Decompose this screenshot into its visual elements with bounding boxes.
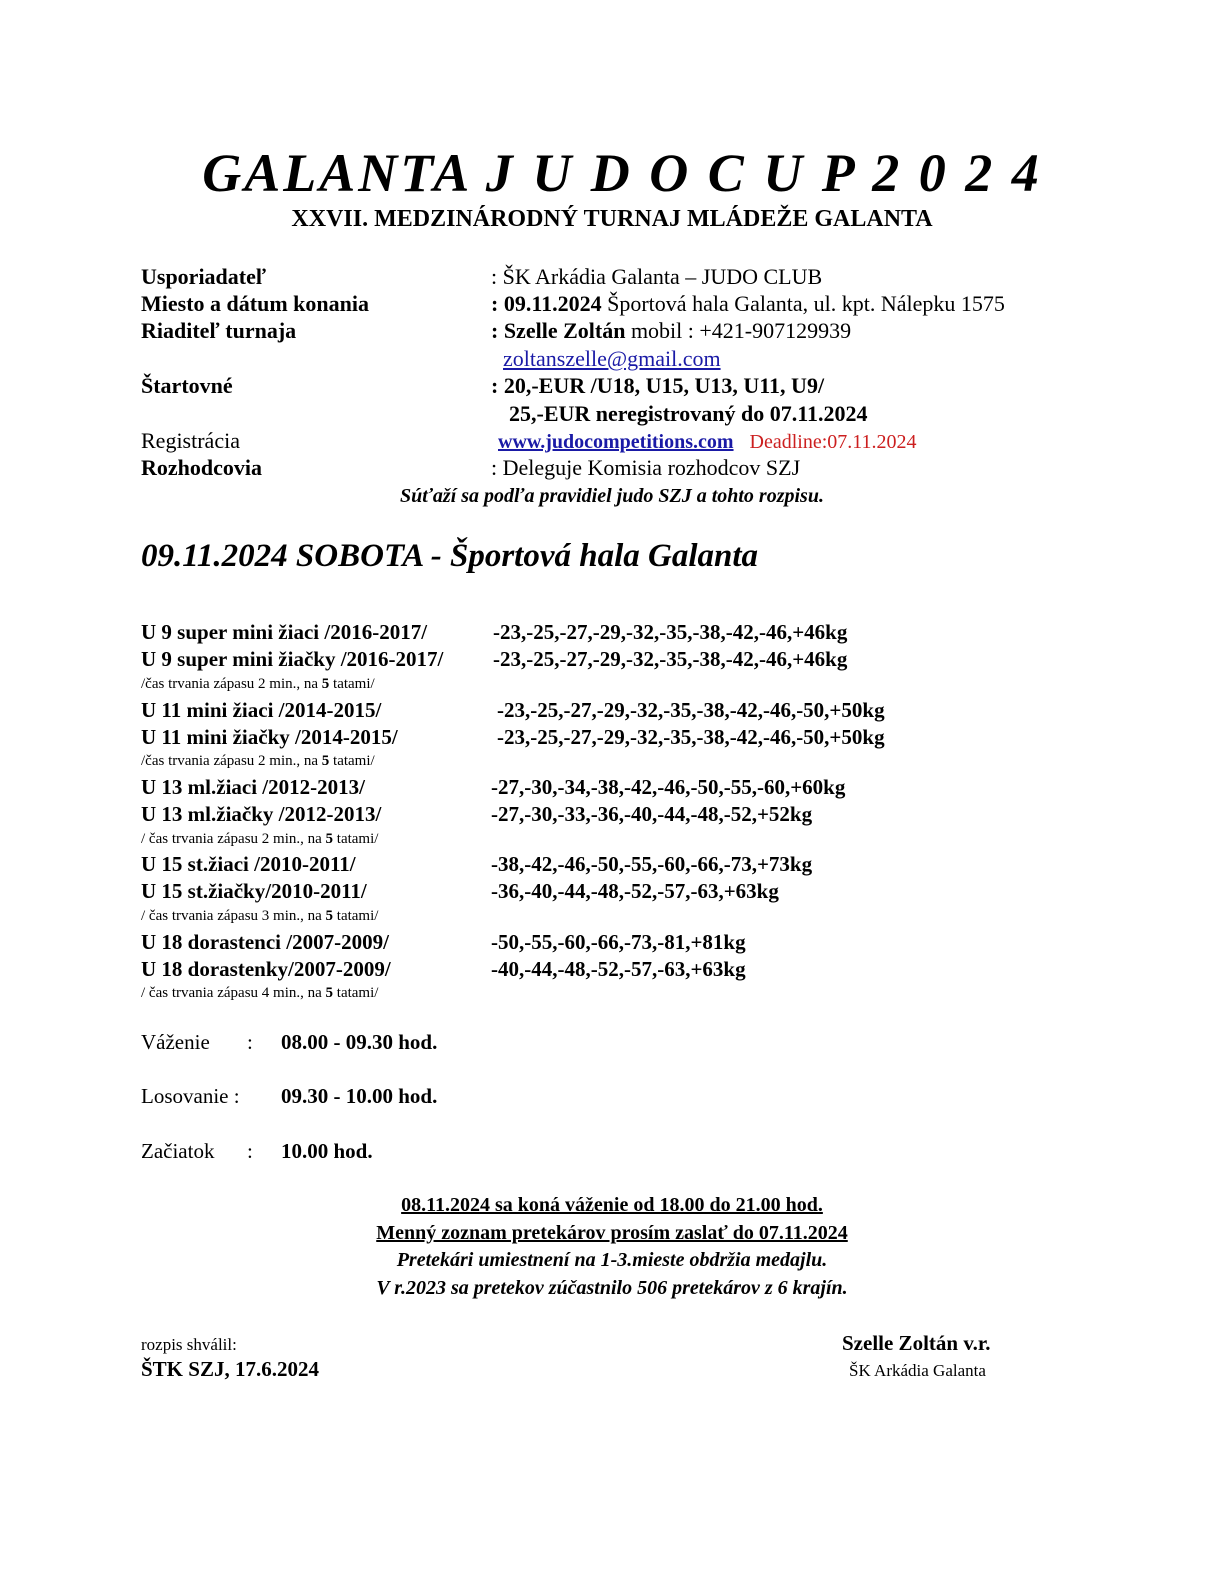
referees-value: : Deleguje Komisia rozhodcov SZJ: [491, 455, 801, 480]
organizer-value: : ŠK Arkádia Galanta – JUDO CLUB: [491, 264, 823, 289]
note-text: tatami/: [333, 831, 379, 847]
director-label: Riaditeľ turnaja: [141, 318, 297, 343]
category-weights: -23,-25,-27,-29,-32,-35,-38,-42,-46,-50,+50kg: [497, 698, 885, 722]
note-text: /čas trvania zápasu 2 min., na: [141, 753, 322, 769]
organizer-label: Usporiadateľ: [141, 264, 267, 289]
category-name: U 11 mini žiačky /2014-2015/: [141, 725, 398, 749]
category-weights: -38,-42,-46,-50,-55,-60,-66,-73,+73kg: [491, 852, 813, 876]
approved-label: rozpis shválil:: [141, 1335, 237, 1354]
category-weights: -23,-25,-27,-29,-32,-35,-38,-42,-46,-50,+50kg: [497, 725, 885, 749]
category-name: U 9 super mini žiaci /2016-2017/: [141, 620, 428, 644]
event-date: : 09.11.2024: [491, 291, 602, 316]
director-mobile: mobil : +421-907129939: [625, 318, 852, 343]
category-name: U 15 st.žiačky/2010-2011/: [141, 879, 367, 903]
footer-medal-note: Pretekári umiestnení na 1-3.mieste obdržia medajlu.: [396, 1249, 828, 1271]
signer-club: ŠK Arkádia Galanta: [849, 1361, 986, 1380]
tatami-count: 5: [325, 831, 334, 847]
category-weights: -23,-25,-27,-29,-32,-35,-38,-42,-46,+46kg: [493, 647, 848, 671]
director-email-link[interactable]: zoltanszelle@gmail.com: [503, 346, 721, 371]
footer-weighing-note: 08.11.2024 sa koná váženie od 18.00 do 21.00 hod.: [401, 1194, 823, 1216]
fee-value-unregistered: 25,-EUR neregistrovaný do 07.11.2024: [509, 401, 868, 426]
place-date-value: [491, 291, 1005, 317]
category-name: U 13 ml.žiaci /2012-2013/: [141, 775, 365, 799]
category-weights: -40,-44,-48,-52,-57,-63,+63kg: [491, 957, 746, 981]
category-weights: -50,-55,-60,-66,-73,-81,+81kg: [491, 930, 746, 954]
category-name: U 15 st.žiaci /2010-2011/: [141, 852, 356, 876]
start-label: Začiatok: [141, 1139, 215, 1163]
registration-link[interactable]: www.judocompetitions.com: [498, 431, 734, 453]
draw-label: Losovanie :: [141, 1084, 240, 1108]
tatami-count: 5: [321, 753, 330, 769]
weighing-time: 08.00 - 09.30 hod.: [281, 1030, 438, 1054]
tatami-count: 5: [325, 908, 334, 924]
registration-value: [498, 428, 917, 454]
match-duration-note: [141, 908, 378, 925]
note-text: / čas trvania zápasu 4 min., na: [141, 985, 326, 1001]
tatami-count: 5: [321, 676, 330, 692]
fee-label: Štartovné: [141, 373, 233, 398]
referees-label: Rozhodcovia: [141, 455, 262, 480]
note-text: tatami/: [329, 753, 375, 769]
document-subtitle: XXVII. MEDZINÁRODNÝ TURNAJ MLÁDEŽE GALANTA: [291, 206, 933, 232]
document-title: GALANTA J U D O C U P 2 0 2 4: [202, 143, 1042, 203]
note-text: /čas trvania zápasu 2 min., na: [141, 676, 322, 692]
weighing-colon: :: [247, 1030, 253, 1054]
category-weights: -27,-30,-34,-38,-42,-46,-50,-55,-60,+60kg: [491, 775, 846, 799]
category-name: U 13 ml.žiačky /2012-2013/: [141, 802, 382, 826]
note-text: tatami/: [329, 676, 375, 692]
category-name: U 18 dorastenky/2007-2009/: [141, 957, 391, 981]
category-name: U 11 mini žiaci /2014-2015/: [141, 698, 382, 722]
rules-note: Súťaží sa podľa pravidiel judo SZJ a tohto rozpisu.: [400, 485, 824, 507]
approved-by: ŠTK SZJ, 17.6.2024: [141, 1357, 319, 1381]
tatami-count: 5: [325, 985, 334, 1001]
weighing-label: Váženie: [141, 1030, 210, 1054]
start-time: 10.00 hod.: [281, 1139, 373, 1163]
place-date-label: Miesto a dátum konania: [141, 291, 369, 316]
registration-label: Registrácia: [141, 428, 240, 453]
registration-deadline: Deadline:07.11.2024: [749, 431, 917, 453]
day-heading: 09.11.2024 SOBOTA - Športová hala Galanta: [141, 538, 759, 574]
category-name: U 18 dorastenci /2007-2009/: [141, 930, 389, 954]
note-text: tatami/: [333, 908, 379, 924]
match-duration-note: [141, 676, 375, 693]
category-weights: -36,-40,-44,-48,-52,-57,-63,+63kg: [491, 879, 779, 903]
category-weights: -23,-25,-27,-29,-32,-35,-38,-42,-46,+46kg: [493, 620, 848, 644]
note-text: tatami/: [333, 985, 379, 1001]
draw-time: 09.30 - 10.00 hod.: [281, 1084, 438, 1108]
category-weights: -27,-30,-33,-36,-40,-44,-48,-52,+52kg: [491, 802, 813, 826]
match-duration-note: [141, 985, 378, 1002]
director-name: : Szelle Zoltán: [491, 318, 626, 343]
note-text: / čas trvania zápasu 2 min., na: [141, 831, 326, 847]
note-text: / čas trvania zápasu 3 min., na: [141, 908, 326, 924]
footer-participation-note: V r.2023 sa pretekov zúčastnilo 506 pretekárov z 6 krajín.: [376, 1277, 848, 1299]
signer-name: Szelle Zoltán v.r.: [842, 1331, 991, 1355]
footer-entry-list-note: Menný zoznam pretekárov prosím zaslať do 07.11.2024: [376, 1222, 848, 1244]
fee-value: : 20,-EUR /U18, U15, U13, U11, U9/: [491, 373, 825, 398]
director-value: [491, 318, 851, 344]
match-duration-note: [141, 831, 378, 848]
venue-text: Športová hala Galanta, ul. kpt. Nálepku 1575: [601, 291, 1005, 316]
match-duration-note: [141, 753, 375, 770]
start-colon: :: [247, 1139, 253, 1163]
category-name: U 9 super mini žiačky /2016-2017/: [141, 647, 444, 671]
